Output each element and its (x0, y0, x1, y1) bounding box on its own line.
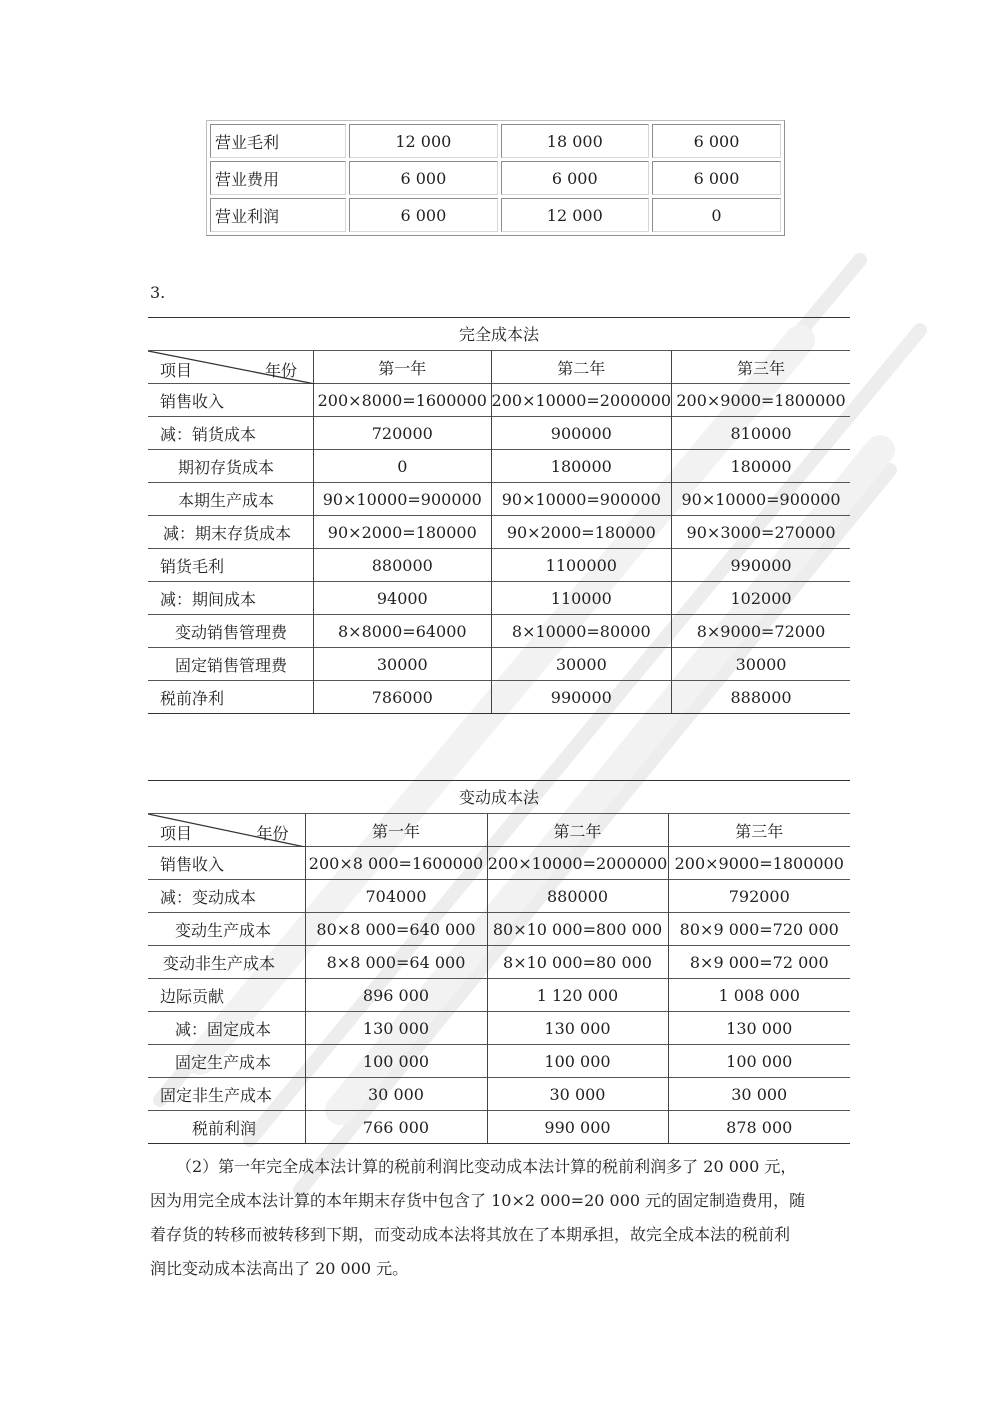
cell-value: 0 (652, 198, 781, 232)
cell-value: 130 000 (668, 1012, 850, 1045)
cell-value: 888000 (672, 681, 850, 714)
cell-value: 100 000 (668, 1045, 850, 1078)
column-header: 第三年 (668, 814, 850, 847)
cell-value: 990 000 (487, 1111, 668, 1144)
paragraph-line: 润比变动成本法高出了 20 000 元。 (150, 1259, 409, 1278)
cell-value: 90×2000=180000 (491, 516, 672, 549)
table-row (148, 1045, 850, 1078)
cell-value: 200×8 000=1600000 (305, 847, 487, 880)
column-header: 第三年 (672, 351, 850, 384)
table-row (148, 615, 850, 648)
cell-value: 6 000 (349, 198, 497, 232)
cell-value: 200×8000=1600000 (314, 384, 492, 417)
row-label: 销售收入 (148, 847, 305, 880)
row-label: 销售收入 (148, 384, 314, 417)
cell-value: 990000 (491, 681, 672, 714)
cell-value: 30 000 (305, 1078, 487, 1111)
cell-value: 704000 (305, 880, 487, 913)
cell-value: 94000 (314, 582, 492, 615)
cell-value: 8×10 000=80 000 (487, 946, 668, 979)
table-row (148, 549, 850, 582)
row-label: 固定生产成本 (148, 1045, 305, 1078)
paragraph-line: 着存货的转移而被转移到下期，而变动成本法将其放在了本期承担，故完全成本法的税前利 (150, 1225, 791, 1244)
header-year-label: 年份 (265, 361, 298, 380)
diagonal-header-cell (148, 351, 314, 384)
table-row (148, 979, 850, 1012)
row-label: 营业利润 (210, 198, 346, 232)
section-number: 3. (150, 283, 166, 302)
table-row (148, 417, 850, 450)
row-label: 本期生产成本 (148, 483, 314, 516)
cell-value: 786000 (314, 681, 492, 714)
row-label: 期初存货成本 (148, 450, 314, 483)
cell-value: 720000 (314, 417, 492, 450)
column-header: 第一年 (314, 351, 492, 384)
cell-value: 12 000 (501, 198, 649, 232)
cell-value: 200×10000=2000000 (491, 384, 672, 417)
table-row (148, 1111, 850, 1144)
row-label: 固定非生产成本 (148, 1078, 305, 1111)
row-label: 营业费用 (210, 161, 346, 195)
header-item-label: 项目 (160, 824, 193, 843)
cell-value: 18 000 (501, 124, 649, 158)
row-label: 营业毛利 (210, 124, 346, 158)
cell-value: 180000 (491, 450, 672, 483)
cell-value: 878 000 (668, 1111, 850, 1144)
cell-value: 880000 (314, 549, 492, 582)
absorption-costing-table (148, 317, 850, 714)
row-label: 变动生产成本 (148, 913, 305, 946)
cell-value: 6 000 (349, 161, 497, 195)
cell-value: 80×8 000=640 000 (305, 913, 487, 946)
header-year-label: 年份 (256, 824, 289, 843)
cell-value: 1 008 000 (668, 979, 850, 1012)
cell-value: 1100000 (491, 549, 672, 582)
row-label: 减：固定成本 (148, 1012, 305, 1045)
column-header: 第二年 (487, 814, 668, 847)
row-label: 变动销售管理费 (148, 615, 314, 648)
table-row (148, 880, 850, 913)
cell-value: 200×10000=2000000 (487, 847, 668, 880)
cell-value: 0 (314, 450, 492, 483)
table-row (210, 124, 781, 158)
cell-value: 130 000 (487, 1012, 668, 1045)
cell-value: 766 000 (305, 1111, 487, 1144)
cell-value: 110000 (491, 582, 672, 615)
variable-costing-table (148, 780, 850, 1144)
column-header: 第二年 (491, 351, 672, 384)
cell-value: 6 000 (652, 161, 781, 195)
explanation-paragraph (150, 1150, 850, 1286)
cell-value: 80×9 000=720 000 (668, 913, 850, 946)
cell-value: 30 000 (487, 1078, 668, 1111)
table-row (148, 582, 850, 615)
cell-value: 90×10000=900000 (491, 483, 672, 516)
cell-value: 8×9 000=72 000 (668, 946, 850, 979)
cell-value: 8×10000=80000 (491, 615, 672, 648)
cell-value: 130 000 (305, 1012, 487, 1045)
cell-value: 80×10 000=800 000 (487, 913, 668, 946)
header-row (148, 351, 850, 384)
row-label: 边际贡献 (148, 979, 305, 1012)
cell-value: 90×10000=900000 (314, 483, 492, 516)
row-label: 销货毛利 (148, 549, 314, 582)
table-row (148, 946, 850, 979)
cell-value: 900000 (491, 417, 672, 450)
table-title: 变动成本法 (148, 780, 850, 813)
row-label: 减：期末存货成本 (148, 516, 314, 549)
cell-value: 30 000 (668, 1078, 850, 1111)
cell-value: 100 000 (487, 1045, 668, 1078)
cell-value: 30000 (491, 648, 672, 681)
row-label: 减：期间成本 (148, 582, 314, 615)
cell-value: 6 000 (652, 124, 781, 158)
header-item-label: 项目 (160, 361, 193, 380)
cell-value: 180000 (672, 450, 850, 483)
row-label: 固定销售管理费 (148, 648, 314, 681)
header-row (148, 814, 850, 847)
cell-value: 792000 (668, 880, 850, 913)
cell-value: 880000 (487, 880, 668, 913)
table-row (148, 847, 850, 880)
cell-value: 102000 (672, 582, 850, 615)
table-row (148, 483, 850, 516)
cell-value: 90×10000=900000 (672, 483, 850, 516)
column-header: 第一年 (305, 814, 487, 847)
cell-value: 990000 (672, 549, 850, 582)
table-row (148, 648, 850, 681)
cell-value: 200×9000=1800000 (672, 384, 850, 417)
cell-value: 200×9000=1800000 (668, 847, 850, 880)
table-row (148, 384, 850, 417)
cell-value: 12 000 (349, 124, 497, 158)
row-label: 税前净利 (148, 681, 314, 714)
table-row (210, 161, 781, 195)
cell-value: 6 000 (501, 161, 649, 195)
cell-value: 896 000 (305, 979, 487, 1012)
diagonal-header-cell (148, 814, 305, 847)
row-label: 变动非生产成本 (148, 946, 305, 979)
cell-value: 100 000 (305, 1045, 487, 1078)
row-label: 减：销货成本 (148, 417, 314, 450)
table-row (148, 1012, 850, 1045)
table-title: 完全成本法 (148, 317, 850, 350)
table-row (148, 450, 850, 483)
cell-value: 90×2000=180000 (314, 516, 492, 549)
row-label: 税前利润 (148, 1111, 305, 1144)
cell-value: 8×8000=64000 (314, 615, 492, 648)
cell-value: 8×8 000=64 000 (305, 946, 487, 979)
operating-profit-table (206, 120, 785, 236)
cell-value: 30000 (672, 648, 850, 681)
cell-value: 810000 (672, 417, 850, 450)
paragraph-line: （2）第一年完全成本法计算的税前利润比变动成本法计算的税前利润多了 20 000 元， (176, 1157, 797, 1176)
cell-value: 1 120 000 (487, 979, 668, 1012)
table-row (210, 198, 781, 232)
table-row (148, 681, 850, 714)
table-row (148, 1078, 850, 1111)
cell-value: 90×3000=270000 (672, 516, 850, 549)
paragraph-line: 因为用完全成本法计算的本年期末存货中包含了 10×2 000=20 000 元的固定制造费用，随 (150, 1191, 806, 1210)
row-label: 减：变动成本 (148, 880, 305, 913)
cell-value: 8×9000=72000 (672, 615, 850, 648)
cell-value: 30000 (314, 648, 492, 681)
table-row (148, 516, 850, 549)
table-row (148, 913, 850, 946)
